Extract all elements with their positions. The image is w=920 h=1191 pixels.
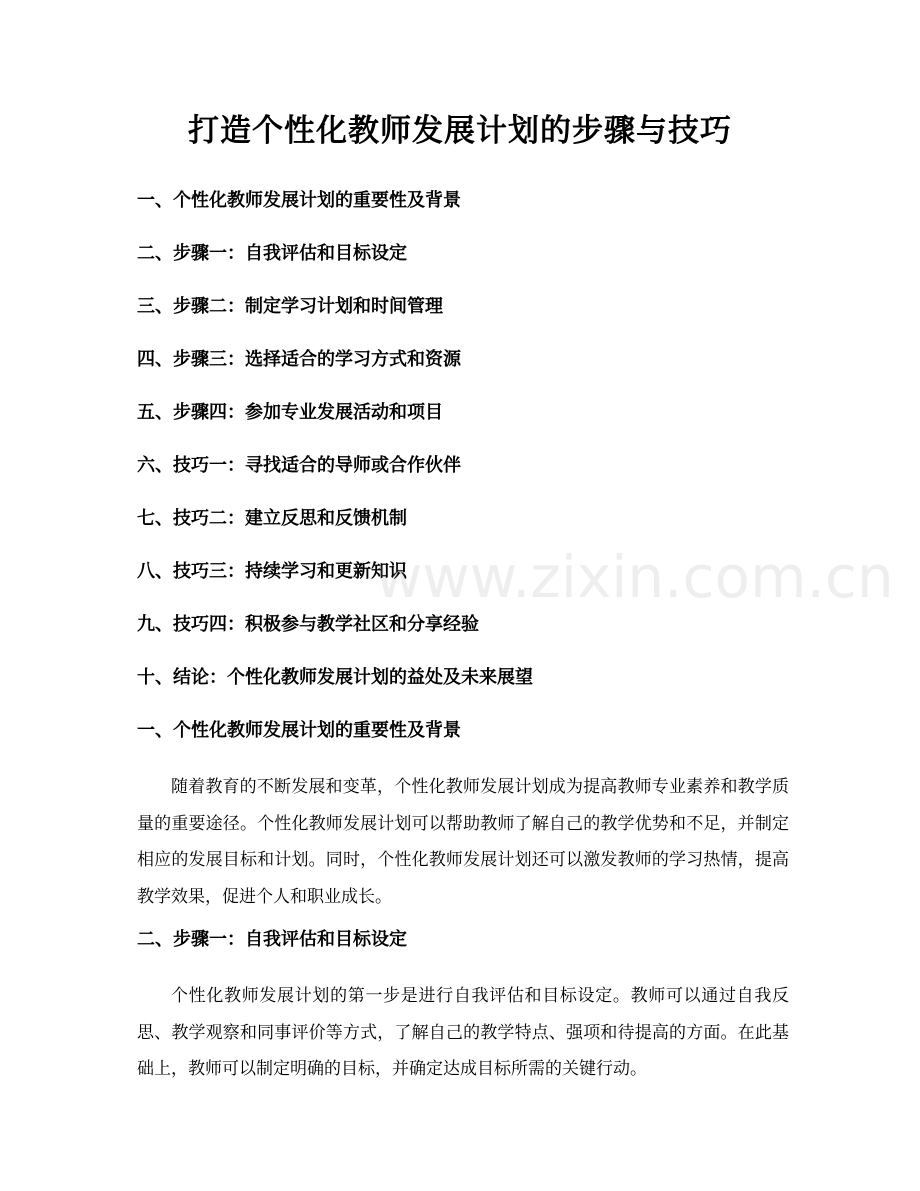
section-paragraph: 个性化教师发展计划的第一步是进行自我评估和目标设定。教师可以通过自我反思、教学观察和同事评价等方式，了解自己的教学特点、强项和待提高的方面。在此基础上，教师可以制定明确的目标，并确定达成目标所需的关键行动。 bbox=[137, 986, 789, 1079]
toc-item: 四、步骤三：选择适合的学习方式和资源 bbox=[137, 349, 461, 370]
section-heading: 一、个性化教师发展计划的重要性及背景 bbox=[137, 720, 461, 741]
toc-item: 六、技巧一：寻找适合的导师或合作伙伴 bbox=[137, 455, 461, 476]
toc-item: 七、技巧二：建立反思和反馈机制 bbox=[137, 508, 407, 529]
section-heading: 二、步骤一：自我评估和目标设定 bbox=[137, 929, 407, 950]
toc-item: 五、步骤四：参加专业发展活动和项目 bbox=[137, 402, 443, 423]
toc-item: 九、技巧四：积极参与教学社区和分享经验 bbox=[137, 614, 479, 635]
watermark: www.zixin.com.cn bbox=[375, 543, 894, 611]
section-step-one bbox=[137, 925, 789, 1088]
toc-item: 八、技巧三：持续学习和更新知识 bbox=[137, 561, 407, 582]
toc-item: 二、步骤一：自我评估和目标设定 bbox=[137, 243, 407, 264]
toc-item: 十、结论：个性化教师发展计划的益处及未来展望 bbox=[137, 667, 533, 688]
document-title: 打造个性化教师发展计划的步骤与技巧 bbox=[188, 113, 732, 149]
section-importance bbox=[137, 716, 789, 915]
table-of-contents bbox=[137, 186, 894, 716]
toc-item: 三、步骤二：制定学习计划和时间管理 bbox=[137, 296, 443, 317]
toc-item: 一、个性化教师发展计划的重要性及背景 bbox=[137, 190, 461, 211]
section-paragraph: 随着教育的不断发展和变革，个性化教师发展计划成为提高教师专业素养和教学质量的重要途径。个性化教师发展计划可以帮助教师了解自己的教学优势和不足，并制定相应的发展目标和计划。同时，个性化教师发展计划还可以激发教师的学习热情，提高教学效果，促进个人和职业成长。 bbox=[137, 777, 789, 907]
